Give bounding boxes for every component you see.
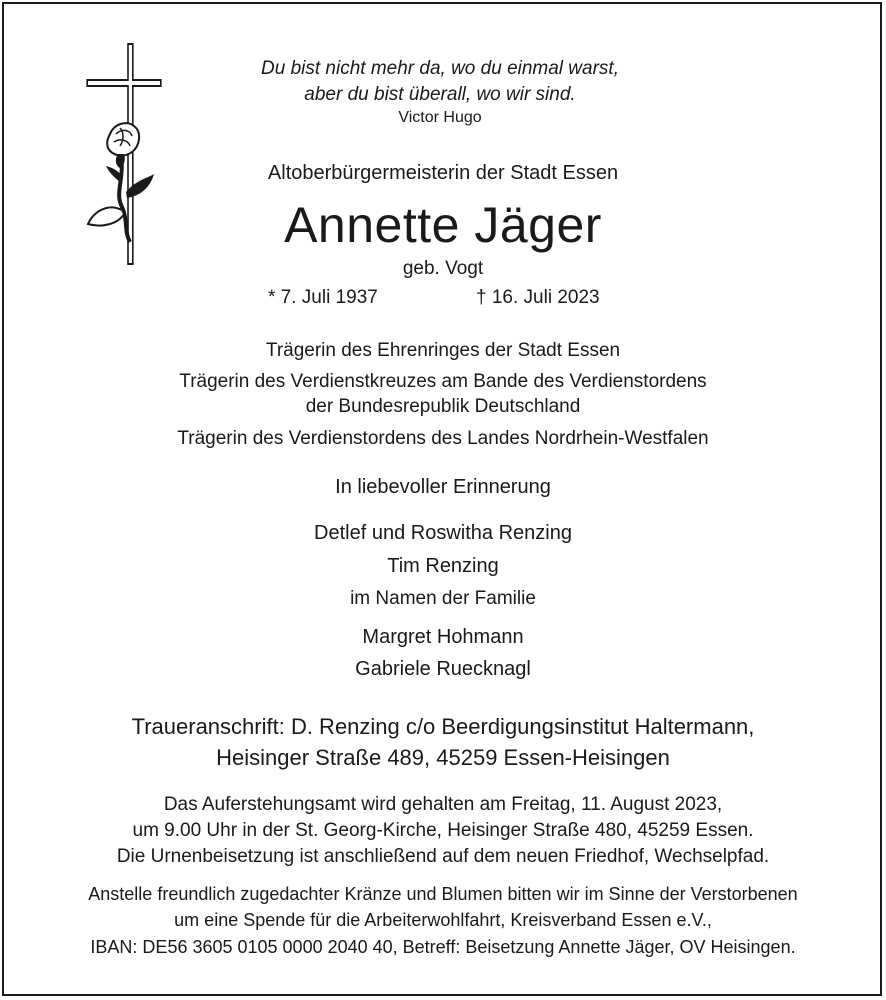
quote-author: Victor Hugo xyxy=(398,109,482,126)
deceased-name: Annette Jäger xyxy=(284,197,602,253)
donation-line-3: IBAN: DE56 3605 0105 0000 2040 40, Betreff: Beisetzung Annette Jäger, OV Heisingen. xyxy=(90,937,796,957)
mourner-line-3: im Namen der Familie xyxy=(350,588,536,609)
honor-line-3: der Bundesrepublik Deutschland xyxy=(305,396,581,417)
address-line-2: Heisinger Straße 489, 45259 Essen-Heisingen xyxy=(216,745,670,770)
birth-date: * 7. Juli 1937 xyxy=(268,287,378,308)
mourner-line-2: Tim Renzing xyxy=(387,555,499,577)
quote-line-1: Du bist nicht mehr da, wo du einmal warst, xyxy=(261,58,619,79)
death-date: † 16. Juli 2023 xyxy=(476,287,600,308)
service-line-2: um 9.00 Uhr in der St. Georg-Kirche, Heisinger Straße 480, 45259 Essen. xyxy=(132,820,754,841)
mourner-line-4: Margret Hohmann xyxy=(362,626,524,648)
mourner-line-1: Detlef und Roswitha Renzing xyxy=(314,522,572,544)
mourner-line-5: Gabriele Ruecknagl xyxy=(355,658,531,680)
service-line-3: Die Urnenbeisetzung ist anschließend auf dem neuen Friedhof, Wechselpfad. xyxy=(116,846,770,867)
honor-line-2: Trägerin des Verdienstkreuzes am Bande des Verdienstordens xyxy=(179,371,707,392)
quote-line-2: aber du bist überall, wo wir sind. xyxy=(304,84,576,105)
address-line-1: Traueranschrift: D. Renzing c/o Beerdigungsinstitut Haltermann, xyxy=(131,714,755,739)
maiden-name: geb. Vogt xyxy=(402,258,484,279)
service-line-1: Das Auferstehungsamt wird gehalten am Freitag, 11. August 2023, xyxy=(163,794,723,815)
donation-line-2: um eine Spende für die Arbeiterwohlfahrt, Kreisverband Essen e.V., xyxy=(174,910,712,930)
deceased-title: Altoberbürgermeisterin der Stadt Essen xyxy=(267,162,619,184)
honor-line-1: Trägerin des Ehrenringes der Stadt Essen xyxy=(265,340,621,361)
remembrance-text: In liebevoller Erinnerung xyxy=(335,476,551,498)
honor-line-4: Trägerin des Verdienstordens des Landes Nordrhein-Westfalen xyxy=(177,428,709,449)
donation-line-1: Anstelle freundlich zugedachter Kränze und Blumen bitten wir im Sinne der Verstorbenen xyxy=(88,884,798,904)
